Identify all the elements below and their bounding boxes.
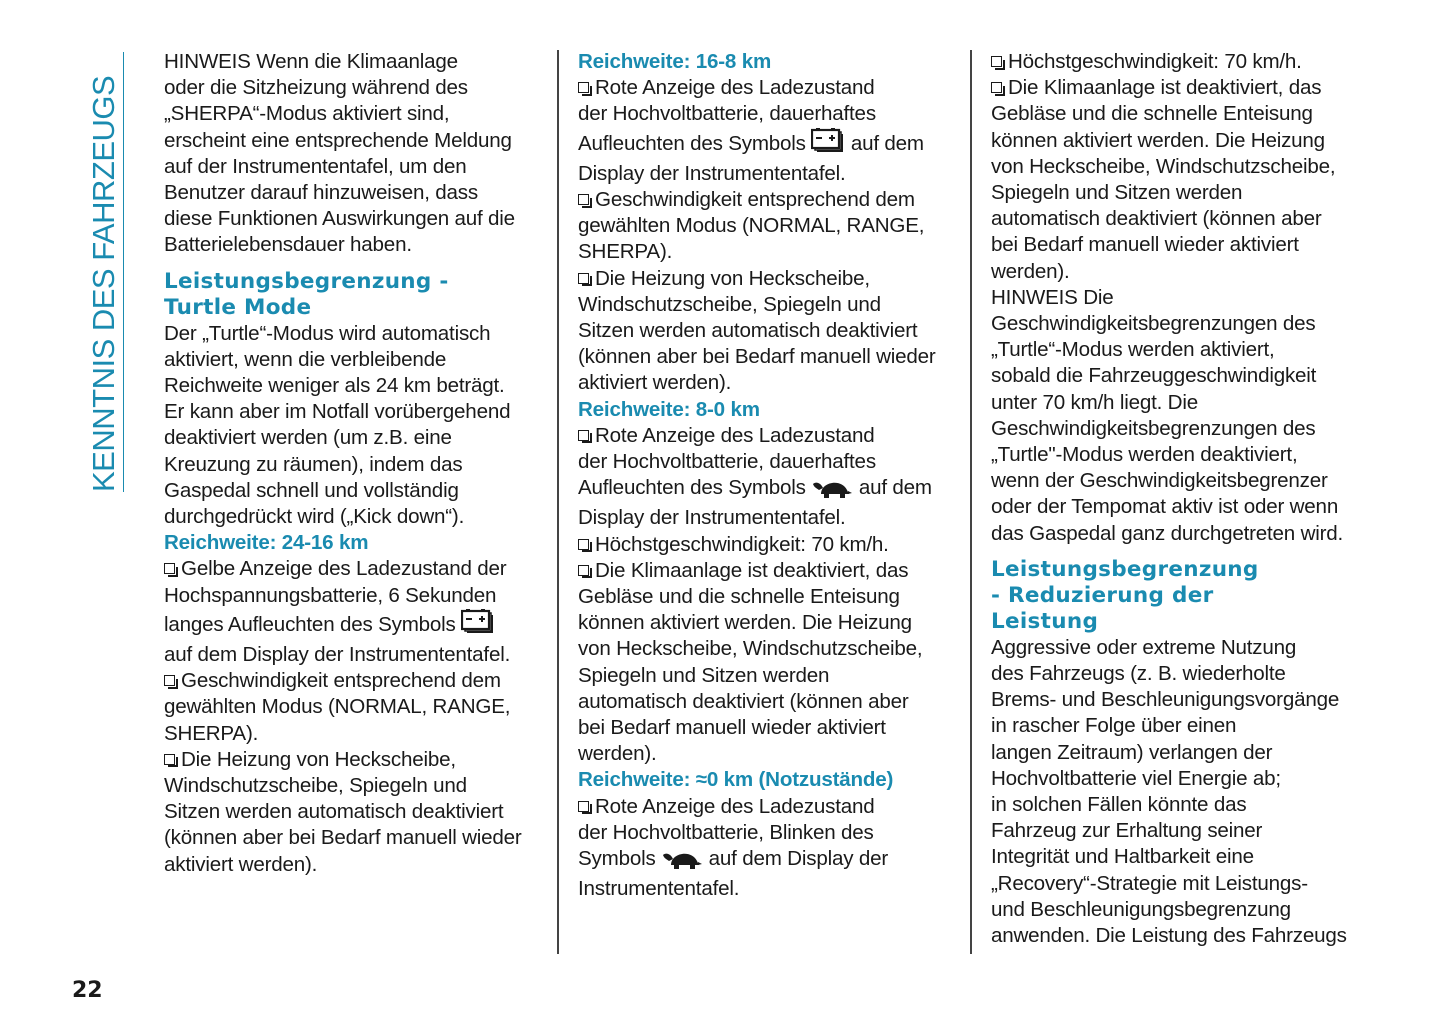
turtle-intro-paragraph: Der „Turtle“-Modus wird automatisch aktiviert, wenn die verbleibende Reichweite weniger als 24 km beträgt. Er kann aber im Notfall vorübergehend deaktiviert werden (um z.B. eine Kreuzung zu räumen), indem das Gaspedal schnell und vollständig durchgedrückt wird („Kick down“). [164,321,511,529]
heading-turtle-mode: Leistungsbegrenzung - Turtle Mode [164,268,449,320]
bullet-item: Geschwindigkeit entsprechend dem gewählten Modus (NORMAL, RANGE, SHERPA). [578,188,925,264]
bullet-item: Rote Anzeige des Ladezustand der Hochvoltbatterie, dauerhaftes Aufleuchten des Symbols auf dem Display der Instrumententafel. [578,76,924,185]
column-3 [991,49,1371,949]
turtle-icon [811,478,853,505]
subheading-range-24-16: Reichweite: 24-16 km [164,531,369,555]
subheading-range-8-0: Reichweite: 8-0 km [578,397,760,421]
column-2 [578,49,958,903]
power-reduction-paragraph: Aggressive oder extreme Nutzung des Fahrzeugs (z. B. wiederholte Brems- und Beschleunigungsvorgänge in rascher Folge über einen langen Zeitraum) verlangen der Hochvoltbatterie viel Energie ab; in solchen Fällen könnte das Fahrzeug zur Erhaltung seiner Integrität und Haltbarkeit eine „Recovery“-Strategie mit Leistungs- und Beschleunigungsbegrenzung anwenden. Die Leistung des Fahrzeugs [991,635,1347,948]
bullet-item: Höchstgeschwindigkeit: 70 km/h. [991,49,1371,75]
bullet-item: Gelbe Anzeige des Ladezustand der Hochspannungsbatterie, 6 Sekunden langes Aufleuchten des Symbols auf dem Display der Instrumententafel. [164,557,511,667]
note-paragraph: HINWEIS Die Geschwindigkeitsbegrenzungen des „Turtle“-Modus werden aktiviert, sobald die Fahrzeuggeschwindigkeit unter 70 km/h liegt. Die Geschwindigkeitsbegrenzungen des „Turtle"-Modus werden deaktiviert, wenn der Geschwindigkeitsbegrenzer oder der Tempomat aktiv ist oder wenn das Gaspedal ganz durchgetreten wird. [991,285,1344,545]
battery-warning-icon [461,609,495,642]
column-divider [557,50,559,954]
bullet-item: Höchstgeschwindigkeit: 70 km/h. [578,532,958,558]
bullet-item: Die Klimaanlage ist deaktiviert, das Gebläse und die schnelle Enteisung können aktiviert werden. Die Heizung von Heckscheibe, Windschutzscheibe, Spiegeln und Sitzen werden automatisch deaktiviert (können aber bei Bedarf manuell wieder aktiviert werden). [991,76,1336,283]
checkbox-bullet-icon [164,754,175,765]
column-divider [970,50,972,954]
heading-power-reduction: Leistungsbegrenzung - Reduzierung der Leistung [991,556,1259,634]
subheading-range-0-emergency: Reichweite: ≈0 km (Notzustände) [578,768,894,792]
turtle-icon [661,849,703,876]
note-paragraph: HINWEIS Wenn die Klimaanlage oder die Sitzheizung während des „SHERPA“-Modus aktiviert sind, erscheint eine entsprechende Meldung auf der Instrumententafel, um den Benutzer darauf hinzuweisen, dass diese Funktionen Auswirkungen auf die Batterielebensdauer haben. [164,50,515,257]
bullet-item: Rote Anzeige des Ladezustand der Hochvoltbatterie, dauerhaftes Aufleuchten des Symbols auf dem Display der Instrumententafel. [578,423,932,530]
section-title [84,52,124,492]
checkbox-bullet-icon [578,82,589,93]
checkbox-bullet-icon [578,194,589,205]
bullet-item: Die Klimaanlage ist deaktiviert, das Gebläse und die schnelle Enteisung können aktiviert werden. Die Heizung von Heckscheibe, Windschutzscheibe, Spiegeln und Sitzen werden automatisch deaktiviert (können aber bei Bedarf manuell wieder aktiviert werden). [578,558,923,766]
subheading-range-16-8: Reichweite: 16-8 km [578,50,772,73]
page-number: 22 [72,978,103,1003]
section-title-rule [123,52,124,492]
bullet-item: Rote Anzeige des Ladezustand der Hochvoltbatterie, Blinken des Symbols auf dem Display der Instrumententafel. [578,794,888,901]
bullet-item: Die Heizung von Heckscheibe, Windschutzscheibe, Spiegeln und Sitzen werden automatisch deaktiviert (können aber bei Bedarf manuell wieder aktiviert werden). [578,266,936,395]
checkbox-bullet-icon [991,82,1002,93]
section-title-text: KENNTNIS DES FAHRZEUGS [86,75,121,492]
checkbox-bullet-icon [578,801,589,812]
battery-warning-icon [811,128,845,161]
bullet-item: Geschwindigkeit entsprechend dem gewählten Modus (NORMAL, RANGE, SHERPA). [164,669,511,745]
checkbox-bullet-icon [578,430,589,441]
checkbox-bullet-icon [578,539,589,550]
checkbox-bullet-icon [991,56,1002,67]
checkbox-bullet-icon [578,273,589,284]
checkbox-bullet-icon [578,565,589,576]
checkbox-bullet-icon [164,563,175,574]
checkbox-bullet-icon [164,675,175,686]
bullet-item: Die Heizung von Heckscheibe, Windschutzscheibe, Spiegeln und Sitzen werden automatisch deaktiviert (können aber bei Bedarf manuell wieder aktiviert werden). [164,747,522,876]
column-1 [164,49,544,878]
